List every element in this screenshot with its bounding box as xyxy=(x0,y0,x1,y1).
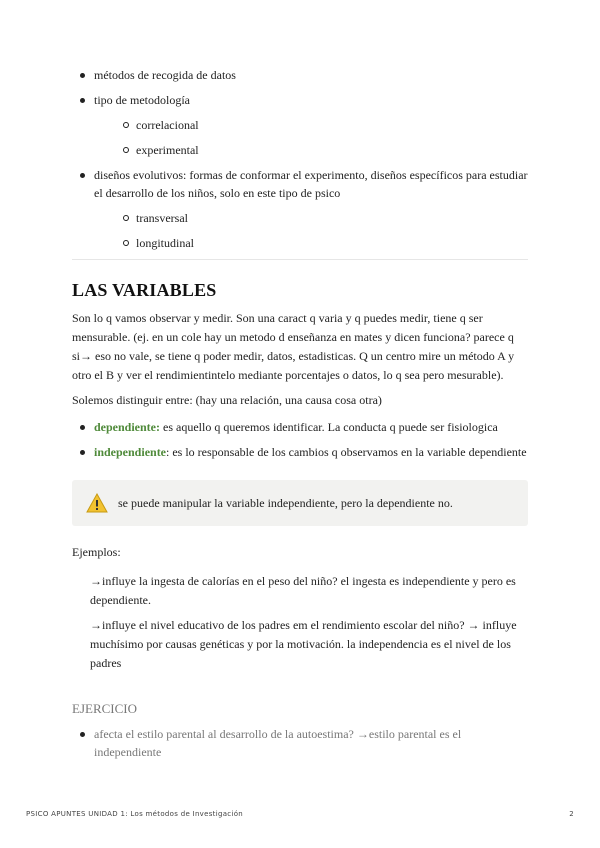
example-paragraph: →influye la ingesta de calorías en el peso del niño? el ingesta es independiente y pero es dependiente. xyxy=(90,574,516,607)
term-independiente: independiente xyxy=(94,445,167,459)
sub-list-item: experimental xyxy=(94,141,528,159)
list-item: tipo de metodología correlacional experimental xyxy=(72,91,528,159)
variables-list xyxy=(72,418,528,461)
list-item: dependiente: es aquello q queremos identificar. La conducta q puede ser fisiologica xyxy=(72,418,528,436)
sub-list-item: transversal xyxy=(94,209,528,227)
distinguish-paragraph: Solemos distinguir entre: (hay una relación, una causa cosa otra) xyxy=(72,393,382,407)
warning-icon xyxy=(86,493,108,513)
examples-label: Ejemplos: xyxy=(72,545,121,559)
list-item: afecta el estilo parental al desarrollo de la autoestima? →estilo parental es el independiente xyxy=(72,725,528,761)
page-footer xyxy=(26,810,574,818)
page-content xyxy=(72,66,528,768)
intro-paragraph: Son lo q vamos observar y medir. Son una caract q varia y q puedes medir, tiene q ser mensurable. (ej. en un cole hay un metodo d enseñanza en mates y dicen funciona? parece q si→ eso no vale, se tiene q poder medir, datos, estadisticas. Q un centro mire un método A y otro el B y ver el rendimientintelo mediante porcentajes o datos, lo q sea pero mesurable). xyxy=(72,311,515,382)
sub-list-item: correlacional xyxy=(94,116,528,134)
sub-list-item: longitudinal xyxy=(94,234,528,252)
sub-list xyxy=(94,209,528,252)
warning-callout xyxy=(72,480,528,526)
list-item: diseños evolutivos: formas de conformar el experimento, diseños específicos para estudiar el desarrollo de los niños, solo en este tipo de psico transversal longitudinal xyxy=(72,166,528,252)
list-item: métodos de recogida de datos xyxy=(72,66,528,84)
example-paragraph: →influye el nivel educativo de los padres em el rendimiento escolar del niño? → influye muchísimo por causas genéticas y por la motivación. la independencia es el nivel de los padres xyxy=(90,618,517,670)
page-number: 2 xyxy=(569,810,574,818)
callout-text: se puede manipular la variable independiente, pero la dependiente no. xyxy=(118,495,453,510)
exercise-list xyxy=(72,725,528,761)
footer-title: PSICO APUNTES UNIDAD 1: Los métodos de Investigación xyxy=(26,810,244,818)
sub-list xyxy=(94,116,528,159)
examples-block xyxy=(72,572,528,673)
list-item: independiente: es lo responsable de los cambios q observamos en la variable dependiente xyxy=(72,443,528,461)
method-list xyxy=(72,66,528,252)
term-dependiente: dependiente: xyxy=(94,420,160,434)
exercise-heading: EJERCICIO xyxy=(72,701,137,716)
section-divider xyxy=(72,259,528,260)
section-title: LAS VARIABLES xyxy=(72,280,217,300)
